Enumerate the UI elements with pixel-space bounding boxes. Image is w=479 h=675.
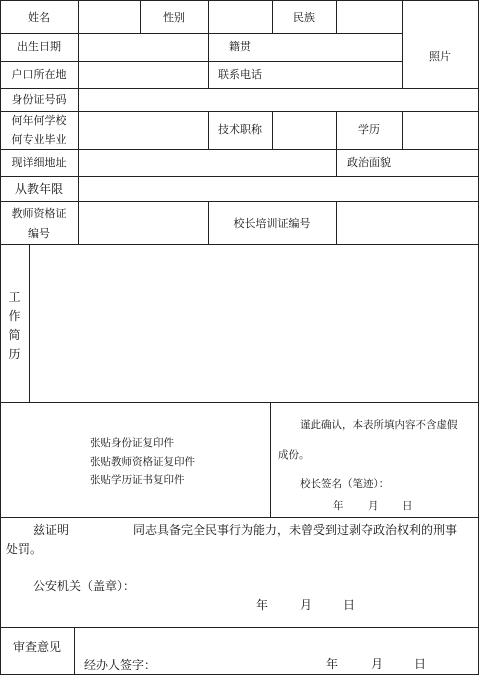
police-date-day: 日 [343,598,356,612]
school-label: 何年何学校 [11,114,67,127]
principal-signature-label: 校长签名（笔迹）： [300,478,390,490]
handler-signature-label: 经办人签字： [84,658,157,672]
id-number-label: 身份证号码 [11,93,67,106]
school-major-field[interactable] [79,112,208,149]
col-line [270,402,271,517]
principal-signature-field[interactable] [392,476,474,492]
teacher-cert-number-label: 编号 [28,227,50,240]
native-place-label: 籍贯 [229,40,251,53]
police-proof-head: 兹证明 [33,523,70,537]
review-date-year: 年 [326,657,339,671]
tech-title-label: 技术职称 [218,123,262,136]
gender-label: 性别 [163,11,185,24]
name-label: 姓名 [28,11,50,24]
ethnicity-field[interactable] [337,1,402,33]
date-year: 年 [333,500,344,512]
date-day: 日 [402,500,413,512]
principal-cert-number-field[interactable] [337,202,478,244]
phone-label: 联系电话 [218,68,262,81]
paste-cert-copy: 张贴教师资格证复印件 [90,456,195,468]
teaching-years-field[interactable] [79,177,478,201]
teacher-cert-label: 教师资格证 [11,207,67,220]
row-line [0,402,479,403]
resume-char: 作 [8,309,21,323]
police-date-year: 年 [256,598,269,612]
work-resume-area[interactable] [30,245,478,402]
politics-label: 政治面貌 [347,156,391,169]
address-label: 现详细地址 [11,156,67,169]
police-date-month: 月 [300,598,313,612]
certified-person-name-field[interactable] [76,522,130,538]
education-field[interactable] [403,112,478,149]
police-proof-tail: 处罚。 [6,542,43,556]
review-date-month: 月 [371,657,384,671]
teaching-years-label: 从教年限 [14,182,63,196]
confirm-line-2: 成份。 [278,449,310,461]
review-opinion-label: 审查意见 [12,640,61,654]
name-field[interactable] [79,1,140,33]
gender-field[interactable] [209,1,272,33]
paste-id-copy: 张贴身份证复印件 [90,437,174,449]
resume-char: 历 [8,347,21,361]
tech-title-field[interactable] [273,112,336,149]
major-label: 何专业毕业 [11,133,67,146]
address-field[interactable] [79,150,336,176]
id-number-field[interactable] [79,89,478,111]
birth-label: 出生日期 [17,40,61,53]
paste-diploma-copy: 张贴学历证书复印件 [90,474,185,486]
birth-date-field[interactable] [79,34,208,61]
principal-cert-label: 校长培训证编号 [233,217,311,230]
review-date-day: 日 [414,657,427,671]
ethnicity-label: 民族 [293,11,315,24]
row-line [0,517,479,518]
police-seal-label: 公安机关（盖章）： [33,579,136,593]
native-place-field[interactable] [273,34,402,61]
resume-char: 简 [8,328,21,342]
politics-field[interactable] [403,150,478,176]
phone-field[interactable] [273,62,402,88]
hukou-label: 户口所在地 [11,68,67,81]
hukou-field[interactable] [79,62,208,88]
police-proof-body: 同志具备完全民事行为能力，未曾受到过剥夺政治权利的刑事 [133,523,458,537]
review-opinion-field[interactable] [75,628,478,656]
photo-box[interactable] [403,1,478,88]
confirm-line-1: 谨此确认，本表所填内容不含虚假 [300,419,458,431]
education-label: 学历 [358,123,380,136]
teacher-cert-number-field[interactable] [79,202,208,244]
resume-char: 工 [8,290,21,304]
date-month: 月 [368,500,379,512]
photo-label: 照片 [429,50,451,63]
